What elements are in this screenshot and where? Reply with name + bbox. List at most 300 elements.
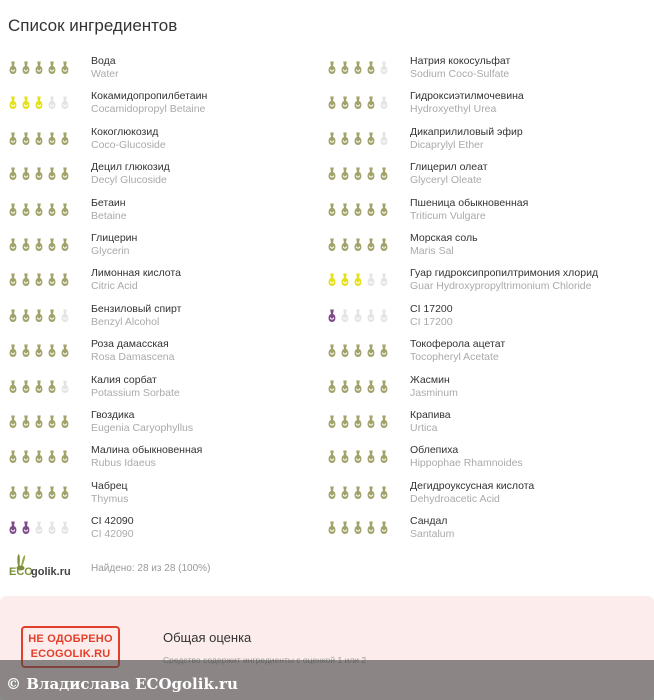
drop-filled-icon — [62, 345, 69, 358]
drop-filled-icon — [36, 309, 43, 322]
ingredient-names — [91, 161, 170, 186]
drop-filled-icon — [10, 380, 17, 393]
stamp-line2: ECOGOLIK.RU — [30, 648, 111, 660]
drops-rating-icon — [6, 201, 76, 218]
drops-rating-icon — [6, 519, 76, 536]
rating-drops — [325, 130, 395, 146]
drops-rating-icon — [6, 484, 76, 501]
ingredient-name-ru[interactable]: Гвоздика — [91, 409, 135, 421]
ingredient-name-ru[interactable]: Малина обыкновенная — [91, 444, 203, 457]
drop-filled-icon — [342, 168, 349, 181]
drop-filled-icon — [355, 345, 362, 358]
ingredient-names — [91, 90, 207, 115]
ingredient-name-ru[interactable]: Крапива — [410, 409, 451, 421]
ingredient-names — [410, 515, 454, 540]
drop-filled-icon — [10, 168, 17, 181]
drops-rating-icon — [325, 165, 395, 182]
ingredient-row[interactable] — [325, 52, 645, 87]
drop-filled-icon — [329, 380, 336, 393]
drop-filled-icon — [368, 486, 375, 499]
drop-filled-icon — [329, 168, 336, 181]
ingredient-names — [91, 55, 119, 80]
ingredient-name-en: Rubus Idaeus — [91, 457, 156, 470]
drop-filled-icon — [62, 62, 69, 75]
rating-drops — [6, 165, 76, 181]
ingredient-row[interactable] — [325, 406, 645, 441]
ingredient-name-en: Dicaprylyl Ether — [410, 138, 484, 151]
watermark-text: © Владислава ECOgolik.ru — [6, 675, 238, 693]
ingredient-name-ru[interactable]: Дикаприлиловый эфир — [410, 125, 523, 138]
ingredient-name-ru[interactable]: CI 17200 — [410, 302, 453, 315]
ingredient-name-en: Dehydroacetic Acid — [410, 492, 500, 505]
rating-drops — [325, 307, 395, 323]
ingredient-name-en: Benzyl Alcohol — [91, 315, 160, 328]
drop-filled-icon — [329, 345, 336, 358]
drop-filled-icon — [23, 416, 30, 429]
rating-drops — [325, 484, 395, 500]
rating-drops — [6, 201, 76, 217]
drop-empty-icon — [381, 274, 388, 287]
drop-filled-icon — [49, 168, 56, 181]
ingredient-name-en: Triticum Vulgare — [410, 209, 486, 222]
drop-empty-icon — [368, 309, 375, 322]
drops-rating-icon — [6, 59, 76, 76]
drop-filled-icon — [36, 274, 43, 287]
drop-empty-icon — [62, 97, 69, 110]
rating-drops — [6, 94, 76, 110]
ingredient-row[interactable] — [325, 512, 645, 547]
drop-filled-icon — [49, 203, 56, 216]
drop-filled-icon — [342, 239, 349, 252]
drop-filled-icon — [329, 239, 336, 252]
drop-filled-icon — [342, 416, 349, 429]
drop-filled-icon — [23, 62, 30, 75]
ingredient-name-en: Maris Sal — [410, 245, 454, 257]
drop-filled-icon — [10, 345, 17, 358]
drop-filled-icon — [36, 239, 43, 252]
ingredient-names — [410, 161, 488, 186]
drop-filled-icon — [381, 486, 388, 499]
ingredient-names — [91, 409, 193, 434]
drop-filled-icon — [368, 203, 375, 216]
drop-filled-icon — [342, 97, 349, 110]
drop-filled-icon — [10, 132, 17, 145]
drop-filled-icon — [10, 62, 17, 75]
drop-filled-icon — [49, 416, 56, 429]
drop-filled-icon — [10, 97, 17, 110]
drops-rating-icon — [325, 236, 395, 253]
drop-filled-icon — [36, 132, 43, 145]
drops-rating-icon — [325, 130, 395, 147]
drop-filled-icon — [329, 451, 336, 464]
rating-drops — [6, 448, 76, 464]
drop-filled-icon — [355, 274, 362, 287]
drop-filled-icon — [62, 451, 69, 464]
drop-filled-icon — [329, 132, 336, 145]
drop-filled-icon — [329, 416, 336, 429]
ingredient-name-ru[interactable]: Вода — [91, 55, 116, 67]
drop-filled-icon — [342, 345, 349, 358]
ingredient-row[interactable] — [325, 264, 645, 299]
drop-filled-icon — [49, 486, 56, 499]
rating-drops — [6, 271, 76, 287]
drops-rating-icon — [325, 378, 395, 395]
ingredient-name-en: CI 17200 — [410, 315, 453, 328]
drops-rating-icon — [6, 378, 76, 395]
ingredient-row[interactable] — [6, 123, 326, 158]
ingredient-row[interactable] — [6, 335, 326, 370]
ingredient-name-ru[interactable]: Кокамидопропилбетаин — [91, 90, 208, 103]
drop-filled-icon — [23, 309, 30, 322]
logo-eco-text: ECO — [9, 566, 33, 578]
drop-filled-icon — [36, 62, 43, 75]
ingredient-row[interactable] — [325, 335, 645, 370]
drops-rating-icon — [325, 59, 395, 76]
drop-filled-icon — [368, 239, 375, 252]
drops-rating-icon — [325, 448, 395, 465]
drops-rating-icon — [6, 413, 76, 430]
ingredient-name-ru[interactable]: Натрия кокосульфат — [410, 55, 511, 67]
drop-empty-icon — [62, 522, 69, 535]
drop-filled-icon — [355, 203, 362, 216]
ingredient-names — [91, 267, 181, 292]
ingredient-row[interactable] — [6, 512, 326, 547]
rating-drops — [6, 413, 76, 429]
ingredient-names — [91, 515, 134, 540]
ingredient-row[interactable] — [6, 406, 326, 441]
rating-drops — [325, 236, 395, 252]
ingredient-name-en: Potassium Sorbate — [91, 386, 180, 399]
drop-filled-icon — [10, 274, 17, 287]
drop-filled-icon — [381, 416, 388, 429]
drop-empty-icon — [381, 62, 388, 75]
ingredient-name-ru[interactable]: Бензиловый спирт — [91, 302, 182, 315]
drop-filled-icon — [36, 97, 43, 110]
found-count: Найдено: 28 из 28 (100%) — [91, 563, 211, 574]
ingredient-row[interactable] — [325, 477, 645, 512]
drop-filled-icon — [355, 132, 362, 145]
ingredient-name-ru[interactable]: CI 42090 — [91, 515, 134, 528]
rating-drops — [325, 378, 395, 394]
rating-drops — [6, 342, 76, 358]
drop-filled-icon — [36, 451, 43, 464]
drop-filled-icon — [23, 274, 30, 287]
drop-filled-icon — [49, 309, 56, 322]
ingredient-name-en: Hydroxyethyl Urea — [410, 103, 497, 116]
ingredient-name-en: Sodium Coco-Sulfate — [410, 68, 510, 80]
drop-filled-icon — [10, 309, 17, 322]
drop-filled-icon — [368, 132, 375, 145]
ecogolik-logo[interactable] — [8, 552, 82, 578]
drop-empty-icon — [381, 132, 388, 145]
drop-filled-icon — [23, 380, 30, 393]
ingredient-row[interactable] — [6, 371, 326, 406]
drop-filled-icon — [62, 203, 69, 216]
ingredient-name-en: CI 42090 — [91, 528, 134, 541]
ingredient-name-ru[interactable]: Дегидроуксусная кислота — [410, 479, 535, 492]
ingredient-name-en: Betaine — [91, 209, 127, 222]
ingredient-row[interactable] — [325, 123, 645, 158]
stamp-line1: НЕ ОДОБРЕНО — [28, 633, 113, 645]
drop-filled-icon — [342, 132, 349, 145]
ingredient-names — [410, 338, 505, 363]
drop-filled-icon — [342, 380, 349, 393]
ingredient-names — [91, 197, 127, 222]
drop-empty-icon — [49, 522, 56, 535]
ingredient-names — [410, 480, 534, 505]
rating-drops — [325, 448, 395, 464]
drop-filled-icon — [329, 486, 336, 499]
drop-filled-icon — [62, 416, 69, 429]
ingredient-name-en: Urtica — [410, 422, 438, 434]
drop-filled-icon — [355, 380, 362, 393]
drop-filled-icon — [368, 451, 375, 464]
drop-filled-icon — [49, 132, 56, 145]
ingredient-name-en: Coco-Glucoside — [91, 138, 166, 151]
ingredient-row[interactable] — [325, 300, 645, 335]
ingredient-row[interactable] — [6, 194, 326, 229]
ingredient-name-en: Thymus — [91, 492, 129, 505]
rating-drops — [6, 519, 76, 535]
drop-filled-icon — [342, 203, 349, 216]
drop-filled-icon — [62, 132, 69, 145]
drops-rating-icon — [6, 448, 76, 465]
drops-rating-icon — [325, 94, 395, 111]
drops-rating-icon — [6, 236, 76, 253]
ingredient-name-en: Water — [91, 68, 119, 80]
ingredient-name-en: Jasminum — [410, 386, 458, 399]
ingredient-row[interactable] — [325, 229, 645, 264]
drop-empty-icon — [355, 309, 362, 322]
ingredient-names — [91, 444, 202, 469]
rating-drops — [6, 59, 76, 75]
drop-filled-icon — [23, 168, 30, 181]
drop-filled-icon — [23, 203, 30, 216]
ingredient-row[interactable] — [6, 477, 326, 512]
drop-filled-icon — [368, 62, 375, 75]
drop-filled-icon — [381, 451, 388, 464]
drop-empty-icon — [62, 380, 69, 393]
drop-empty-icon — [36, 522, 43, 535]
drop-filled-icon — [342, 62, 349, 75]
rating-drops — [325, 342, 395, 358]
ingredient-name-ru[interactable]: Роза дамасская — [91, 338, 169, 351]
ingredient-row[interactable] — [325, 441, 645, 476]
drop-empty-icon — [368, 274, 375, 287]
drop-filled-icon — [368, 168, 375, 181]
drop-filled-icon — [49, 239, 56, 252]
drop-filled-icon — [355, 522, 362, 535]
ingredient-names — [410, 232, 478, 257]
ingredient-names — [91, 338, 174, 363]
rating-drops — [325, 519, 395, 535]
ingredient-names — [410, 55, 510, 80]
drop-filled-icon — [381, 168, 388, 181]
ingredient-name-en: Eugenia Caryophyllus — [91, 422, 194, 434]
drop-filled-icon — [62, 274, 69, 287]
page-title: Список ингредиентов — [8, 16, 178, 35]
drops-rating-icon — [6, 94, 76, 111]
drops-rating-icon — [325, 271, 395, 288]
drop-filled-icon — [23, 522, 30, 535]
ingredient-row[interactable] — [325, 87, 645, 122]
ingredient-row[interactable] — [325, 158, 645, 193]
drop-filled-icon — [49, 380, 56, 393]
drop-filled-icon — [355, 416, 362, 429]
ingredient-name-en: Santalum — [410, 528, 455, 541]
ingredient-row[interactable] — [325, 371, 645, 406]
rating-drops — [325, 201, 395, 217]
rating-drops — [6, 236, 76, 252]
drop-filled-icon — [10, 203, 17, 216]
ingredient-row[interactable] — [6, 52, 326, 87]
drop-filled-icon — [381, 345, 388, 358]
drop-filled-icon — [49, 274, 56, 287]
rating-drops — [325, 413, 395, 429]
rating-drops — [325, 59, 395, 75]
ingredient-name-en: Glyceryl Oleate — [410, 174, 482, 187]
ingredient-name-ru[interactable]: Сандал — [410, 515, 448, 528]
drop-empty-icon — [381, 309, 388, 322]
drop-filled-icon — [10, 522, 17, 535]
drop-filled-icon — [368, 345, 375, 358]
drop-filled-icon — [355, 168, 362, 181]
ingredient-names — [410, 374, 458, 399]
drops-rating-icon — [6, 307, 76, 324]
drop-filled-icon — [342, 274, 349, 287]
drop-filled-icon — [10, 416, 17, 429]
ingredient-names — [91, 126, 166, 151]
drop-filled-icon — [381, 239, 388, 252]
ingredient-name-ru[interactable]: Бетаин — [91, 196, 126, 209]
drop-filled-icon — [62, 168, 69, 181]
drop-empty-icon — [62, 309, 69, 322]
ingredient-row[interactable] — [6, 264, 326, 299]
ingredient-row[interactable] — [6, 441, 326, 476]
ingredient-name-en: Hippophae Rhamnoides — [410, 457, 523, 470]
drop-filled-icon — [23, 97, 30, 110]
drop-filled-icon — [329, 309, 336, 322]
ingredient-row[interactable] — [6, 229, 326, 264]
drop-filled-icon — [23, 451, 30, 464]
ingredient-name-en: Guar Hydroxypropyltrimonium Chloride — [410, 280, 592, 293]
ingredient-name-ru[interactable]: Кокоглюкозид — [91, 125, 159, 138]
drop-filled-icon — [355, 486, 362, 499]
ingredient-names — [410, 444, 523, 469]
ingredient-name-ru[interactable]: Гуар гидроксипропилтримония хлорид — [410, 267, 599, 280]
ingredient-name-ru[interactable]: Морская соль — [410, 232, 478, 244]
drop-filled-icon — [342, 451, 349, 464]
logo-domain-text: golik.ru — [31, 566, 71, 578]
ingredient-name-ru[interactable]: Облепиха — [410, 444, 459, 457]
drop-filled-icon — [10, 451, 17, 464]
ingredient-row[interactable] — [6, 300, 326, 335]
ingredient-names — [410, 409, 451, 434]
ingredient-name-ru[interactable]: Децил глюкозид — [91, 161, 170, 174]
drops-rating-icon — [325, 519, 395, 536]
drop-filled-icon — [368, 380, 375, 393]
drop-filled-icon — [36, 486, 43, 499]
drop-filled-icon — [329, 522, 336, 535]
ingredient-name-ru[interactable]: Калия сорбат — [91, 373, 157, 386]
drop-filled-icon — [368, 97, 375, 110]
drop-filled-icon — [62, 486, 69, 499]
drop-filled-icon — [381, 380, 388, 393]
ingredient-name-ru[interactable]: Глицерил олеат — [410, 161, 488, 174]
ingredient-name-ru[interactable]: Глицерин — [91, 232, 138, 244]
ingredient-row[interactable] — [6, 87, 326, 122]
drop-filled-icon — [62, 239, 69, 252]
drop-filled-icon — [49, 451, 56, 464]
drop-filled-icon — [23, 486, 30, 499]
drop-empty-icon — [342, 309, 349, 322]
ingredient-names — [410, 267, 598, 292]
drops-rating-icon — [325, 413, 395, 430]
drops-rating-icon — [325, 201, 395, 218]
rating-drops — [325, 94, 395, 110]
drop-empty-icon — [381, 97, 388, 110]
ingredient-name-en: Rosa Damascena — [91, 351, 175, 364]
rating-drops — [325, 271, 395, 287]
ingredient-names — [410, 126, 523, 151]
rating-drops — [6, 130, 76, 146]
drop-filled-icon — [355, 62, 362, 75]
rating-drops — [6, 378, 76, 394]
drop-filled-icon — [36, 416, 43, 429]
drop-filled-icon — [49, 62, 56, 75]
ingredient-names — [410, 90, 524, 115]
drop-filled-icon — [36, 380, 43, 393]
drop-filled-icon — [329, 62, 336, 75]
drop-filled-icon — [23, 132, 30, 145]
ingredient-name-ru[interactable]: Лимонная кислота — [91, 267, 181, 280]
ingredient-names — [91, 480, 128, 505]
ingredient-names — [91, 374, 180, 399]
drop-filled-icon — [329, 274, 336, 287]
ingredient-name-ru[interactable]: Гидроксиэтилмочевина — [410, 90, 524, 103]
ingredient-names — [91, 232, 137, 257]
ingredient-name-en: Decyl Glucoside — [91, 174, 167, 187]
drop-filled-icon — [36, 345, 43, 358]
drop-filled-icon — [10, 239, 17, 252]
ingredient-row[interactable] — [6, 158, 326, 193]
drop-filled-icon — [368, 522, 375, 535]
ingredient-name-en: Tocopheryl Acetate — [410, 351, 499, 364]
drop-filled-icon — [36, 203, 43, 216]
drop-empty-icon — [49, 97, 56, 110]
ingredient-name-ru[interactable]: Пшеница обыкновенная — [410, 196, 529, 209]
overall-title: Общая оценка — [163, 630, 252, 645]
ingredient-name-ru[interactable]: Жасмин — [410, 373, 450, 386]
drop-filled-icon — [342, 522, 349, 535]
ingredient-row[interactable] — [325, 194, 645, 229]
drop-filled-icon — [342, 486, 349, 499]
rating-drops — [6, 484, 76, 500]
ingredient-name-en: Glycerin — [91, 245, 130, 257]
drops-rating-icon — [325, 484, 395, 501]
drop-filled-icon — [355, 239, 362, 252]
ingredient-name-ru[interactable]: Чабрец — [91, 479, 128, 492]
rating-drops — [325, 165, 395, 181]
drop-filled-icon — [329, 203, 336, 216]
ingredient-name-ru[interactable]: Токоферола ацетат — [410, 338, 506, 351]
rabbit-logo-icon — [8, 552, 82, 578]
drops-rating-icon — [6, 342, 76, 359]
drops-rating-icon — [325, 342, 395, 359]
ingredient-names — [410, 303, 453, 328]
ingredient-name-en: Cocamidopropyl Betaine — [91, 103, 206, 116]
drop-filled-icon — [23, 239, 30, 252]
